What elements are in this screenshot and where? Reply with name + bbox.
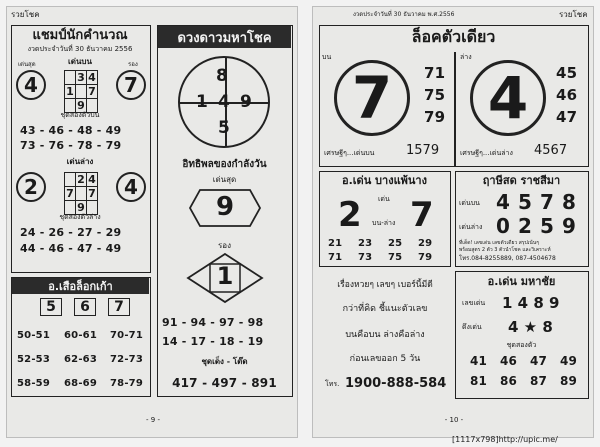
- mahachai-cell: 81: [470, 374, 488, 388]
- lock-nine-panel: [11, 277, 151, 397]
- mahachai-title: อ.เด่น มหาชัย: [487, 275, 556, 288]
- second-top-label: รอง: [128, 61, 138, 68]
- pair-bottom-row: 24 - 26 - 27 - 29: [20, 226, 122, 239]
- banpaeng-cell: 73: [358, 252, 373, 263]
- lock-top-digit: 7: [351, 64, 393, 132]
- pair-bottom-label: ชุดสองตัวล่าง: [59, 213, 101, 221]
- lock-nine-cell: 78-79: [110, 378, 143, 389]
- champion-panel: [11, 25, 151, 273]
- lock-nine-head: 7: [108, 298, 130, 316]
- lucky-set: 417 - 497 - 891: [172, 376, 277, 390]
- second-bottom-digit: 4: [124, 175, 138, 199]
- lock-nine-cell: 62-63: [64, 354, 97, 365]
- mahachai-cell: 41: [470, 354, 488, 368]
- second-bottom-circle: [116, 172, 146, 202]
- banpaeng-cell: 79: [418, 252, 433, 263]
- banpaeng-cell: 71: [328, 252, 343, 263]
- top-grid-cell: 7: [88, 85, 96, 98]
- right-page: [312, 6, 594, 438]
- lock-divider: [454, 52, 456, 166]
- ruesi-top-label: เด่นบน: [459, 199, 480, 207]
- mahachai-cell: 49: [560, 354, 578, 368]
- second-top-circle: [116, 70, 146, 100]
- pair-top-row: 73 - 76 - 78 - 79: [20, 139, 122, 152]
- banpaeng-panel: [319, 171, 451, 267]
- lock-top-caption: เศรษฐีๆ...เด่นบน: [324, 149, 375, 157]
- wheel-digit: 9: [240, 92, 252, 112]
- ruesi-title: ฤาษีสด ราชสีมา: [482, 174, 561, 187]
- advert-line: กว่าที่คิด ชี้แนะตัวเลข: [342, 304, 428, 314]
- mahachai-panel: [455, 271, 589, 399]
- advert-line: เรื่องหวยๆ เลขๆ เบอร์นี้มีดี: [337, 280, 433, 290]
- banpaeng-cell: 25: [388, 238, 403, 249]
- wheel-digit: 4: [218, 92, 230, 112]
- ruesi-bottom-digit: 2: [518, 214, 532, 238]
- pair-bottom-row: 44 - 46 - 47 - 49: [20, 242, 122, 255]
- mahachai-cell: 47: [530, 354, 548, 368]
- lock-nine-cell: 68-69: [64, 378, 97, 389]
- star-top-circle: [16, 70, 46, 100]
- lock-bottom-number: 4567: [534, 143, 568, 158]
- lock-bottom-caption: เศรษฐีๆ...เด่นล่าง: [460, 149, 513, 157]
- lock-bottom-item: 45: [556, 64, 578, 82]
- watermark: [1117x798]http://upic.me/: [452, 435, 558, 444]
- wheel-digit: 5: [218, 118, 230, 138]
- mahachai-cell: 89: [560, 374, 578, 388]
- lock-top-circle: [334, 60, 410, 136]
- star-bottom-circle: [16, 172, 46, 202]
- banpaeng-digit-b: 7: [410, 195, 434, 235]
- mahachai-cell: 46: [500, 354, 518, 368]
- advert-panel: [319, 271, 451, 399]
- lock-single-title: ล็อคตัวเดียว: [411, 27, 496, 46]
- star-top-digit: 4: [24, 73, 38, 97]
- ruesi-panel: [455, 171, 589, 267]
- wheel-digit: 1: [196, 92, 208, 112]
- mahachai-cell: 86: [500, 374, 518, 388]
- banpaeng-cell: 23: [358, 238, 373, 249]
- top-label: เด่นบน: [68, 57, 92, 66]
- wheel-digit: 8: [216, 66, 228, 86]
- mahachai-cell: 87: [530, 374, 548, 388]
- star-top-label: เด่นสุด: [18, 61, 36, 68]
- wheel-circle: [178, 56, 270, 148]
- advert-phone-prefix: โทร.: [325, 380, 340, 388]
- champion-title: แชมป์นักคำนวณ: [32, 28, 128, 43]
- lock-nine-cell: 58-59: [17, 378, 50, 389]
- lock-single-panel: [319, 25, 589, 167]
- lucky-star-label: เด่นสุด: [212, 175, 237, 184]
- lock-bottom-circle: [470, 60, 546, 136]
- champion-date: งวดประจำวันที่ 30 ธันวาคม 2556: [27, 45, 133, 53]
- advert-phone: 1900-888-584: [345, 376, 447, 391]
- lock-top-item: 71: [424, 64, 446, 82]
- banpaeng-cell: 75: [388, 252, 403, 263]
- lock-bottom-digit: 4: [487, 64, 529, 132]
- right-footer: - 10 -: [444, 416, 464, 424]
- star-bottom-digit: 2: [24, 175, 38, 199]
- lock-top-number: 1579: [406, 143, 440, 158]
- lucky-star-panel: [157, 25, 293, 397]
- lock-nine-head: 6: [74, 298, 96, 316]
- right-corner-label: รวยโชค: [559, 10, 588, 19]
- ruesi-top-digit: 7: [540, 190, 554, 214]
- ruesi-phone: โทร.084-8255889, 087-4504678: [459, 255, 556, 262]
- lucky-set-label: ชุดเด็ง - โต๊ด: [201, 357, 248, 366]
- ruesi-bottom-digit: 0: [496, 214, 510, 238]
- left-footer: - 9 -: [146, 416, 160, 424]
- bottom-label: เด่นล่าง: [66, 157, 94, 166]
- lock-nine-cell: 60-61: [64, 330, 97, 341]
- bottom-grid-cell: 7: [88, 187, 96, 200]
- lock-nine-cell: 52-53: [17, 354, 50, 365]
- left-corner-label: รวยโชค: [11, 10, 40, 19]
- mahachai-set-label: ชุดสองตัว: [506, 341, 537, 349]
- lock-top-item: 79: [424, 108, 446, 126]
- pair-top-row: 43 - 46 - 48 - 49: [20, 124, 122, 137]
- lock-nine-title: อ.เสือล็อกเก้า: [12, 278, 149, 294]
- lock-bottom-label: ล่าง: [460, 53, 472, 61]
- ruesi-top-digit: 4: [496, 190, 510, 214]
- lock-top-item: 75: [424, 86, 446, 104]
- ruesi-note: ที่เด็ด! เลขเด่น เลขตัวเดียว สรุปเน้นๆ พร้อมสูตร 2 ตัว 3 ตัวนำโชค และวิเคราะห์: [459, 240, 551, 253]
- lucky-star-title: ดวงดาวมหาโชค: [158, 26, 291, 48]
- lock-nine-cell: 50-51: [17, 330, 50, 341]
- right-header: งวดประจำวันที่ 30 ธันวาคม พ.ศ.2556: [353, 11, 455, 18]
- banpaeng-title: อ.เด่น บางแพ้นาง: [342, 174, 427, 187]
- lock-nine-cell: 72-73: [110, 354, 143, 365]
- top-grid-cell: 1: [66, 85, 74, 98]
- top-grid: [64, 70, 98, 113]
- top-grid-cell: 3: [77, 71, 85, 84]
- left-page: [6, 6, 298, 438]
- lucky-star-subtitle: อิทธิพลของกำลังวัน: [182, 159, 267, 170]
- ruesi-top-digit: 8: [562, 190, 576, 214]
- ruesi-bottom-label: เด่นล่าง: [459, 223, 483, 231]
- banpaeng-star-label: เด่น: [378, 195, 390, 203]
- lucky-second-label: รอง: [217, 241, 231, 250]
- bottom-grid: [64, 172, 98, 215]
- ruesi-bottom-digit: 9: [562, 214, 576, 238]
- advert-line: ก่อนเลขออก 5 วัน: [349, 354, 421, 364]
- mahachai-top-value: 1 4 8 9: [502, 294, 560, 312]
- lock-nine-cell: 70-71: [110, 330, 143, 341]
- ruesi-bottom-digit: 5: [540, 214, 554, 238]
- lucky-pair-row: 14 - 17 - 18 - 19: [162, 335, 264, 348]
- lucky-second-digit: 1: [216, 262, 234, 290]
- bottom-grid-cell: 9: [77, 201, 85, 214]
- banpaeng-cell: 21: [328, 238, 343, 249]
- pair-top-label: ชุดสองตัวบน: [60, 111, 100, 119]
- lock-nine-head: 5: [40, 298, 62, 316]
- lock-bottom-item: 47: [556, 108, 578, 126]
- advert-line: บนคือบน ล่างคือล่าง: [345, 330, 425, 340]
- mahachai-star-value: 4 ★ 8: [508, 318, 553, 336]
- bottom-grid-cell: 2: [77, 173, 85, 186]
- banpaeng-sub: บน-ล่าง: [372, 219, 396, 227]
- top-grid-cell: 4: [88, 71, 96, 84]
- lucky-pair-row: 91 - 94 - 97 - 98: [162, 316, 264, 329]
- ruesi-top-digit: 5: [518, 190, 532, 214]
- bottom-grid-cell: 4: [88, 173, 96, 186]
- mahachai-top-label: เลขเด่น: [462, 299, 486, 307]
- lucky-star-digit: 9: [215, 192, 235, 222]
- top-grid-cell: 9: [77, 99, 85, 112]
- lock-top-label: บน: [322, 53, 332, 61]
- lock-bottom-item: 46: [556, 86, 578, 104]
- banpaeng-cell: 29: [418, 238, 433, 249]
- banpaeng-digit-a: 2: [338, 195, 362, 235]
- second-top-digit: 7: [124, 73, 138, 97]
- bottom-grid-cell: 7: [66, 187, 74, 200]
- mahachai-star-label: ดึงเด่น: [462, 323, 482, 331]
